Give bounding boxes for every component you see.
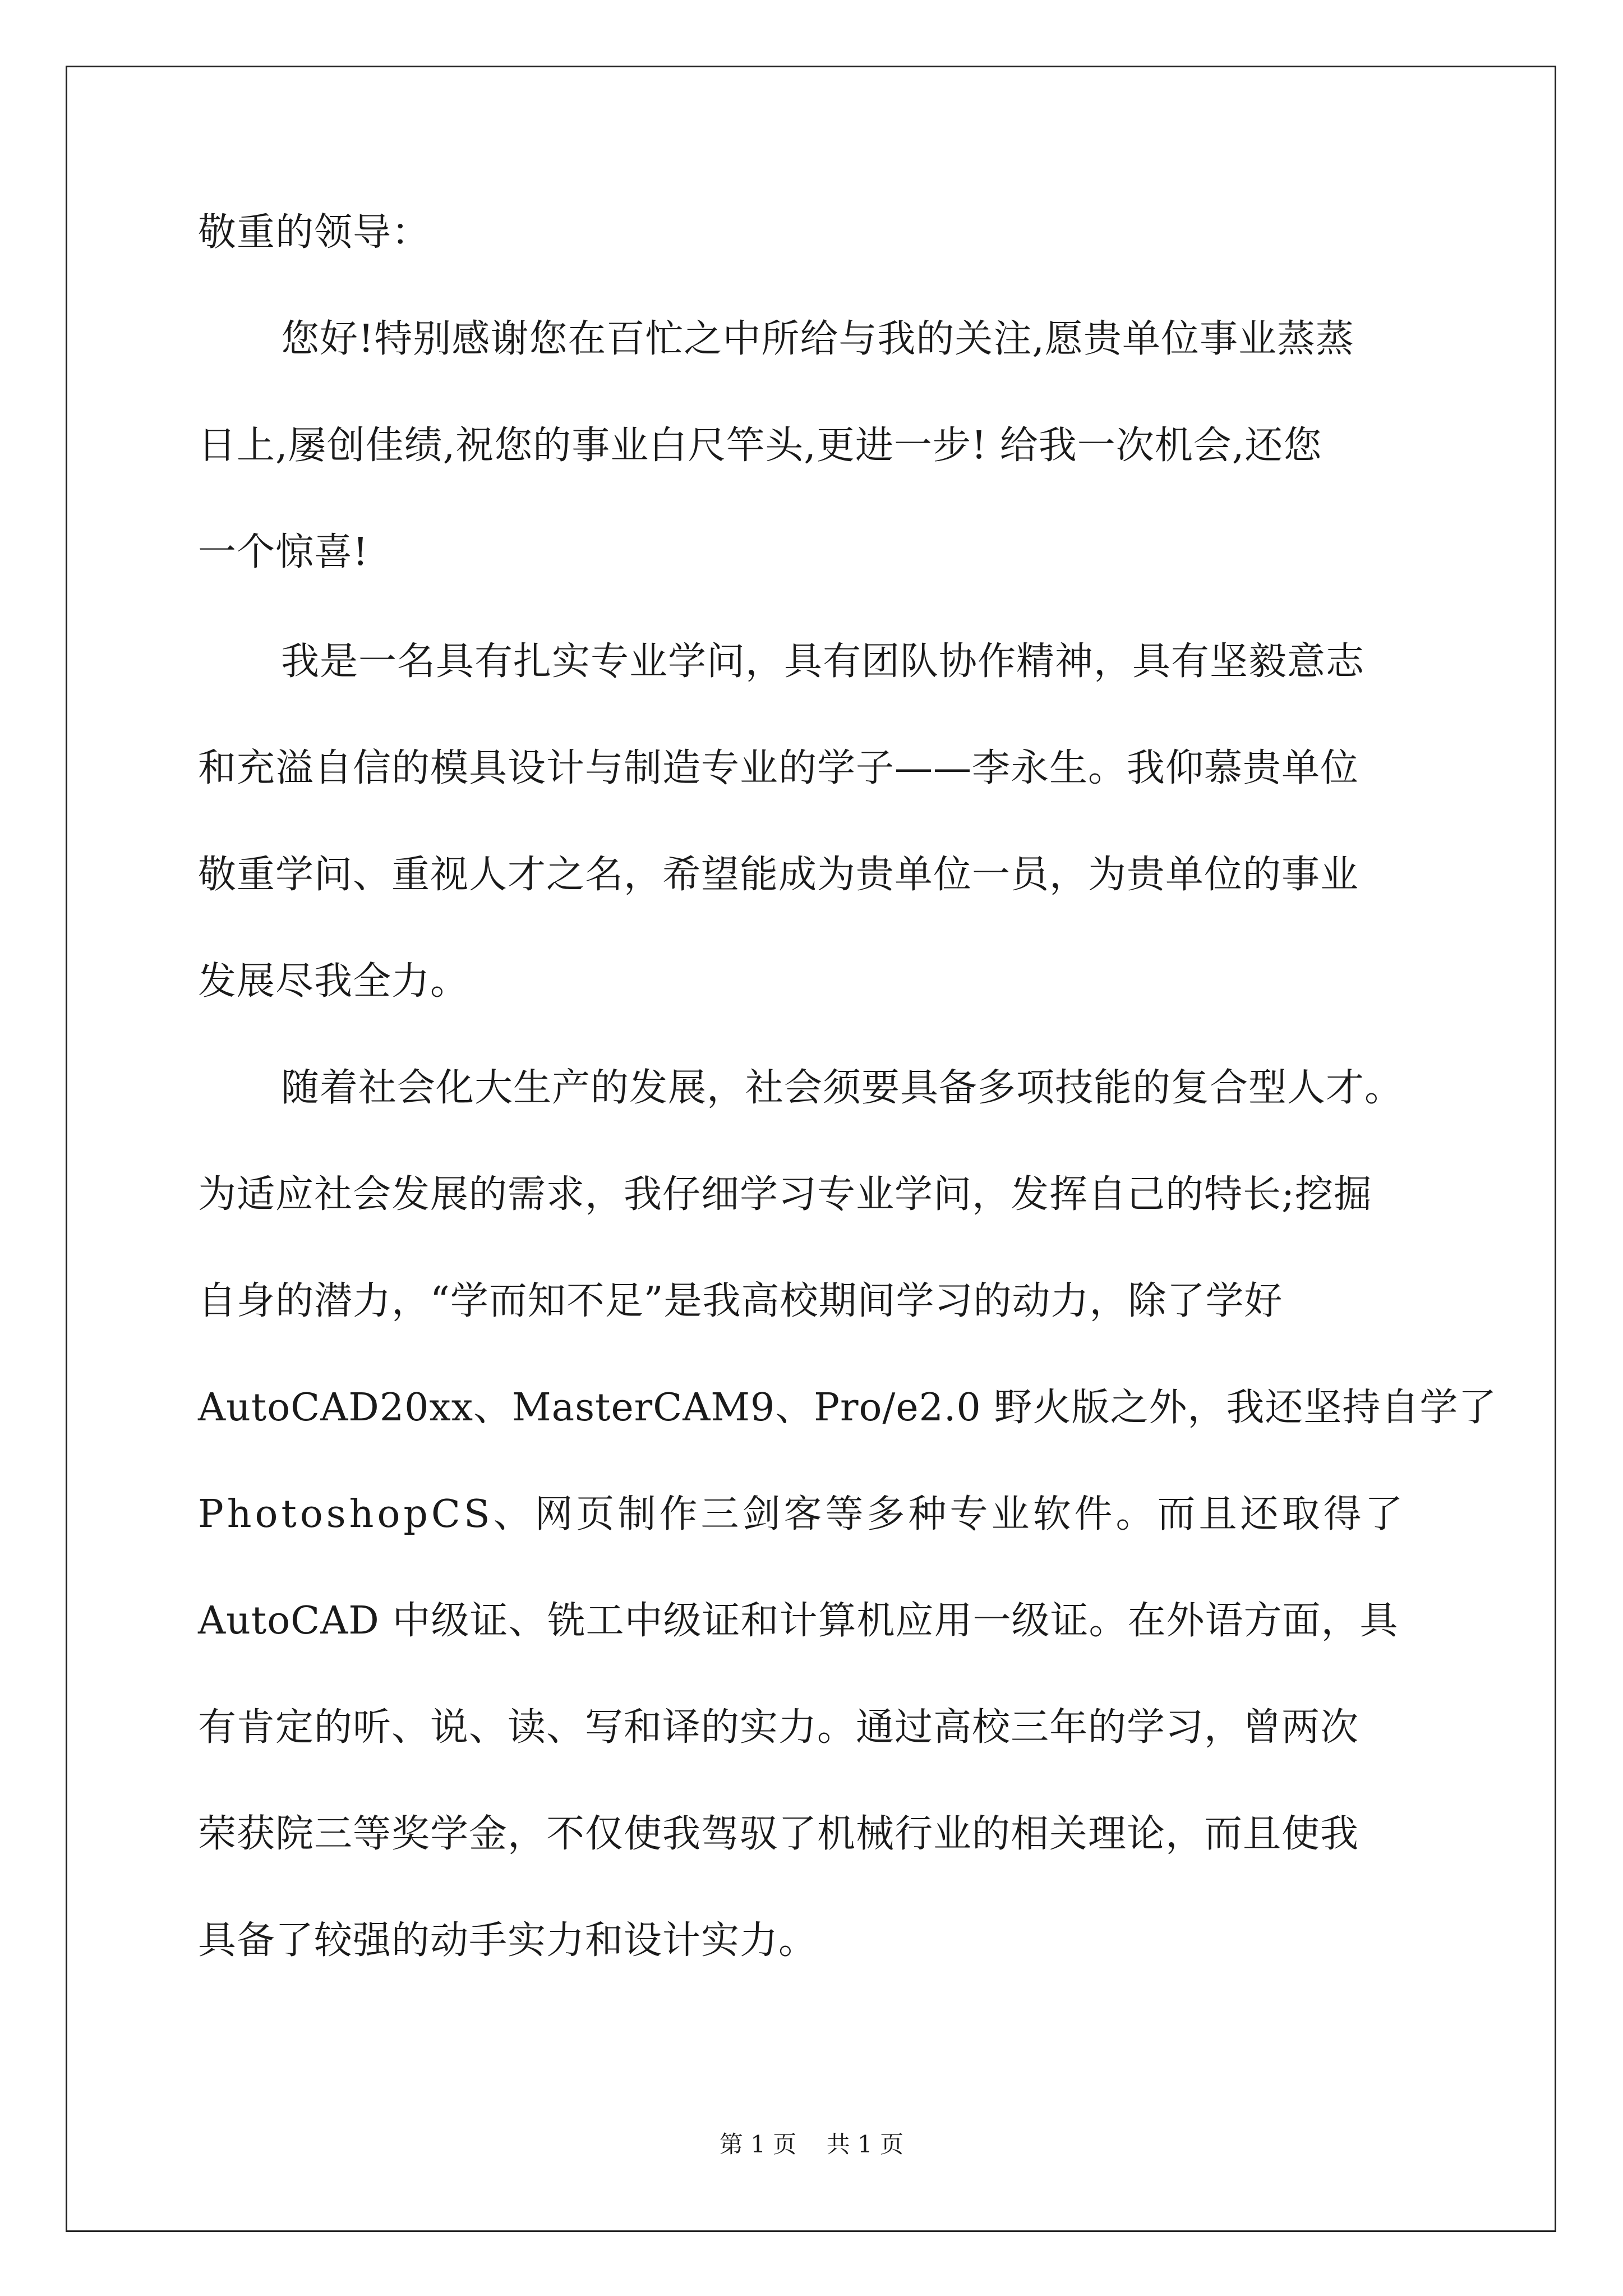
paragraph-1-line-1: 您好!特别感谢您在百忙之中所给与我的关注,愿贵单位事业蒸蒸 xyxy=(281,317,1354,361)
paragraph-3-line-1: 随着社会化大生产的发展，社会须要具备多项技能的复合型人才。 xyxy=(281,1066,1404,1110)
paragraph-3-line-6: AutoCAD 中级证、铣工中级证和计算机应用一级证。在外语方面，具 xyxy=(198,1599,1399,1643)
paragraph-3-line-2: 为适应社会发展的需求，我仔细学习专业学问，发挥自己的特长;挖掘 xyxy=(198,1172,1372,1217)
paragraph-3-line-8: 荣获院三等奖学金，不仅使我驾驭了机械行业的相关理论，而且使我 xyxy=(198,1812,1359,1856)
page-border xyxy=(66,66,1556,2232)
page-number-footer: 第 1 页 共 1 页 xyxy=(719,2131,904,2158)
paragraph-2-line-1: 我是一名具有扎实专业学问，具有团队协作精神，具有坚毅意志 xyxy=(281,639,1365,684)
paragraph-1-line-2: 日上,屡创佳绩,祝您的事业白尺竿头,更进一步! 给我一次机会,还您 xyxy=(198,424,1322,468)
paragraph-2-line-3: 敬重学问、重视人才之名，希望能成为贵单位一员，为贵单位的事业 xyxy=(198,853,1359,897)
paragraph-3-line-7: 有肯定的听、说、读、写和译的实力。通过高校三年的学习，曾两次 xyxy=(198,1705,1359,1750)
paragraph-2-line-2: 和充溢自信的模具设计与制造专业的学子——李永生。我仰慕贵单位 xyxy=(198,746,1359,790)
paragraph-3-line-4: AutoCAD20xx、MasterCAM9、Pro/e2.0 野火版之外，我还坚持自学了 xyxy=(198,1386,1497,1430)
paragraph-3-line-9: 具备了较强的动手实力和设计实力。 xyxy=(198,1918,818,1963)
paragraph-3-line-3: 自身的潜力，“学而知不足”是我高校期间学习的动力，除了学好 xyxy=(198,1279,1283,1323)
paragraph-1-line-3: 一个惊喜! xyxy=(198,530,369,574)
paragraph-2-line-4: 发展尽我全力。 xyxy=(198,959,469,1004)
salutation: 敬重的领导： xyxy=(198,210,431,255)
paragraph-3-line-5: PhotoshopCS、网页制作三剑客等多种专业软件。而且还取得了 xyxy=(198,1492,1407,1536)
